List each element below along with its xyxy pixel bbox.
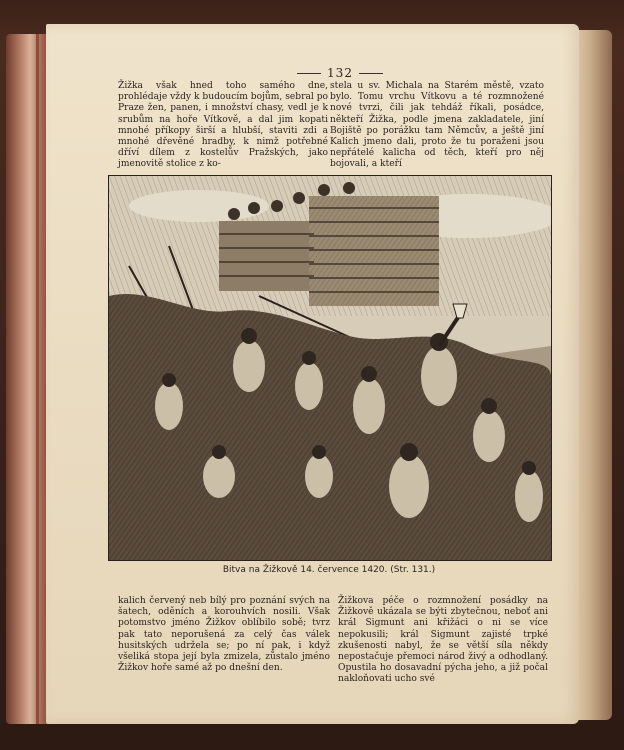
cloud bbox=[129, 190, 269, 222]
paragraph: kalich červený neb bílý pro poznání svých na šatech, oděních a korouhvích nosili. Však potomstvo jméno Žižkov oblíbilo sobě; tvrz pak tato neporušená za celý čas válek husitských udržela se; po ní pak, i když všeliká stopa její byla zmizela, zůstalo jméno Žižkov hoře samé až po dnešní den. bbox=[118, 596, 330, 674]
engraving-illustration bbox=[109, 176, 551, 560]
book-binding-edge bbox=[6, 34, 50, 724]
text-column-bottom-left bbox=[118, 596, 330, 674]
page-number: 132 bbox=[280, 66, 400, 80]
text-column-top-left bbox=[118, 81, 328, 171]
paragraph: Žižkova péče o rozmnožení posádky na Žižkově ukázala se býti zbytečnou, neboť ani král Sigmunt ani křižáci o ni se více nepokusili; král Sigmunt zajisté trpké zkušenosti nabyl, že se větší síla někdy nepostačuje přemoci národ živý a odhodlaný. Opustila ho dosavadní pýcha jeho, a již počal nakloňovati ucho své bbox=[338, 596, 548, 685]
page-stack-edge bbox=[576, 30, 612, 720]
text-column-top-right bbox=[330, 81, 544, 171]
paragraph: stela u sv. Michala na Starém městě, vzato bylo. Tomu vrchu Vítkovu a té rozmnožené nové tvrzi, čili jak tehdáž říkali, posádce, někteří Žižka, podle jmena zakladatele, jiní Bojiště po porážku tam Němcův, a ještě jiní Kalich jmeno dali, proto že tu poraženi jsou nepřátelé kalicha od těch, kteří pro něj bojovali, a kteří bbox=[330, 81, 544, 170]
figure-caption: Bitva na Žižkově 14. července 1420. (Str. 131.) bbox=[222, 565, 436, 575]
text-column-bottom-right bbox=[338, 596, 548, 686]
paragraph: Žižka však hned toho samého dne, prohlédaje vždy k budoucím bojům, sebral po Praze žen, panen, i množství chasy, vedl je k srubům na hoře Vítkově, a dal jim kopati mnohé příkopy širší a hlubší, staviti zdi a mnohé dřevěné hradby, k nimž potřebné dříví dílem z kostelův Pražských, jako jmenovitě stolice z ko- bbox=[118, 81, 328, 170]
battle-engraving bbox=[108, 175, 552, 561]
